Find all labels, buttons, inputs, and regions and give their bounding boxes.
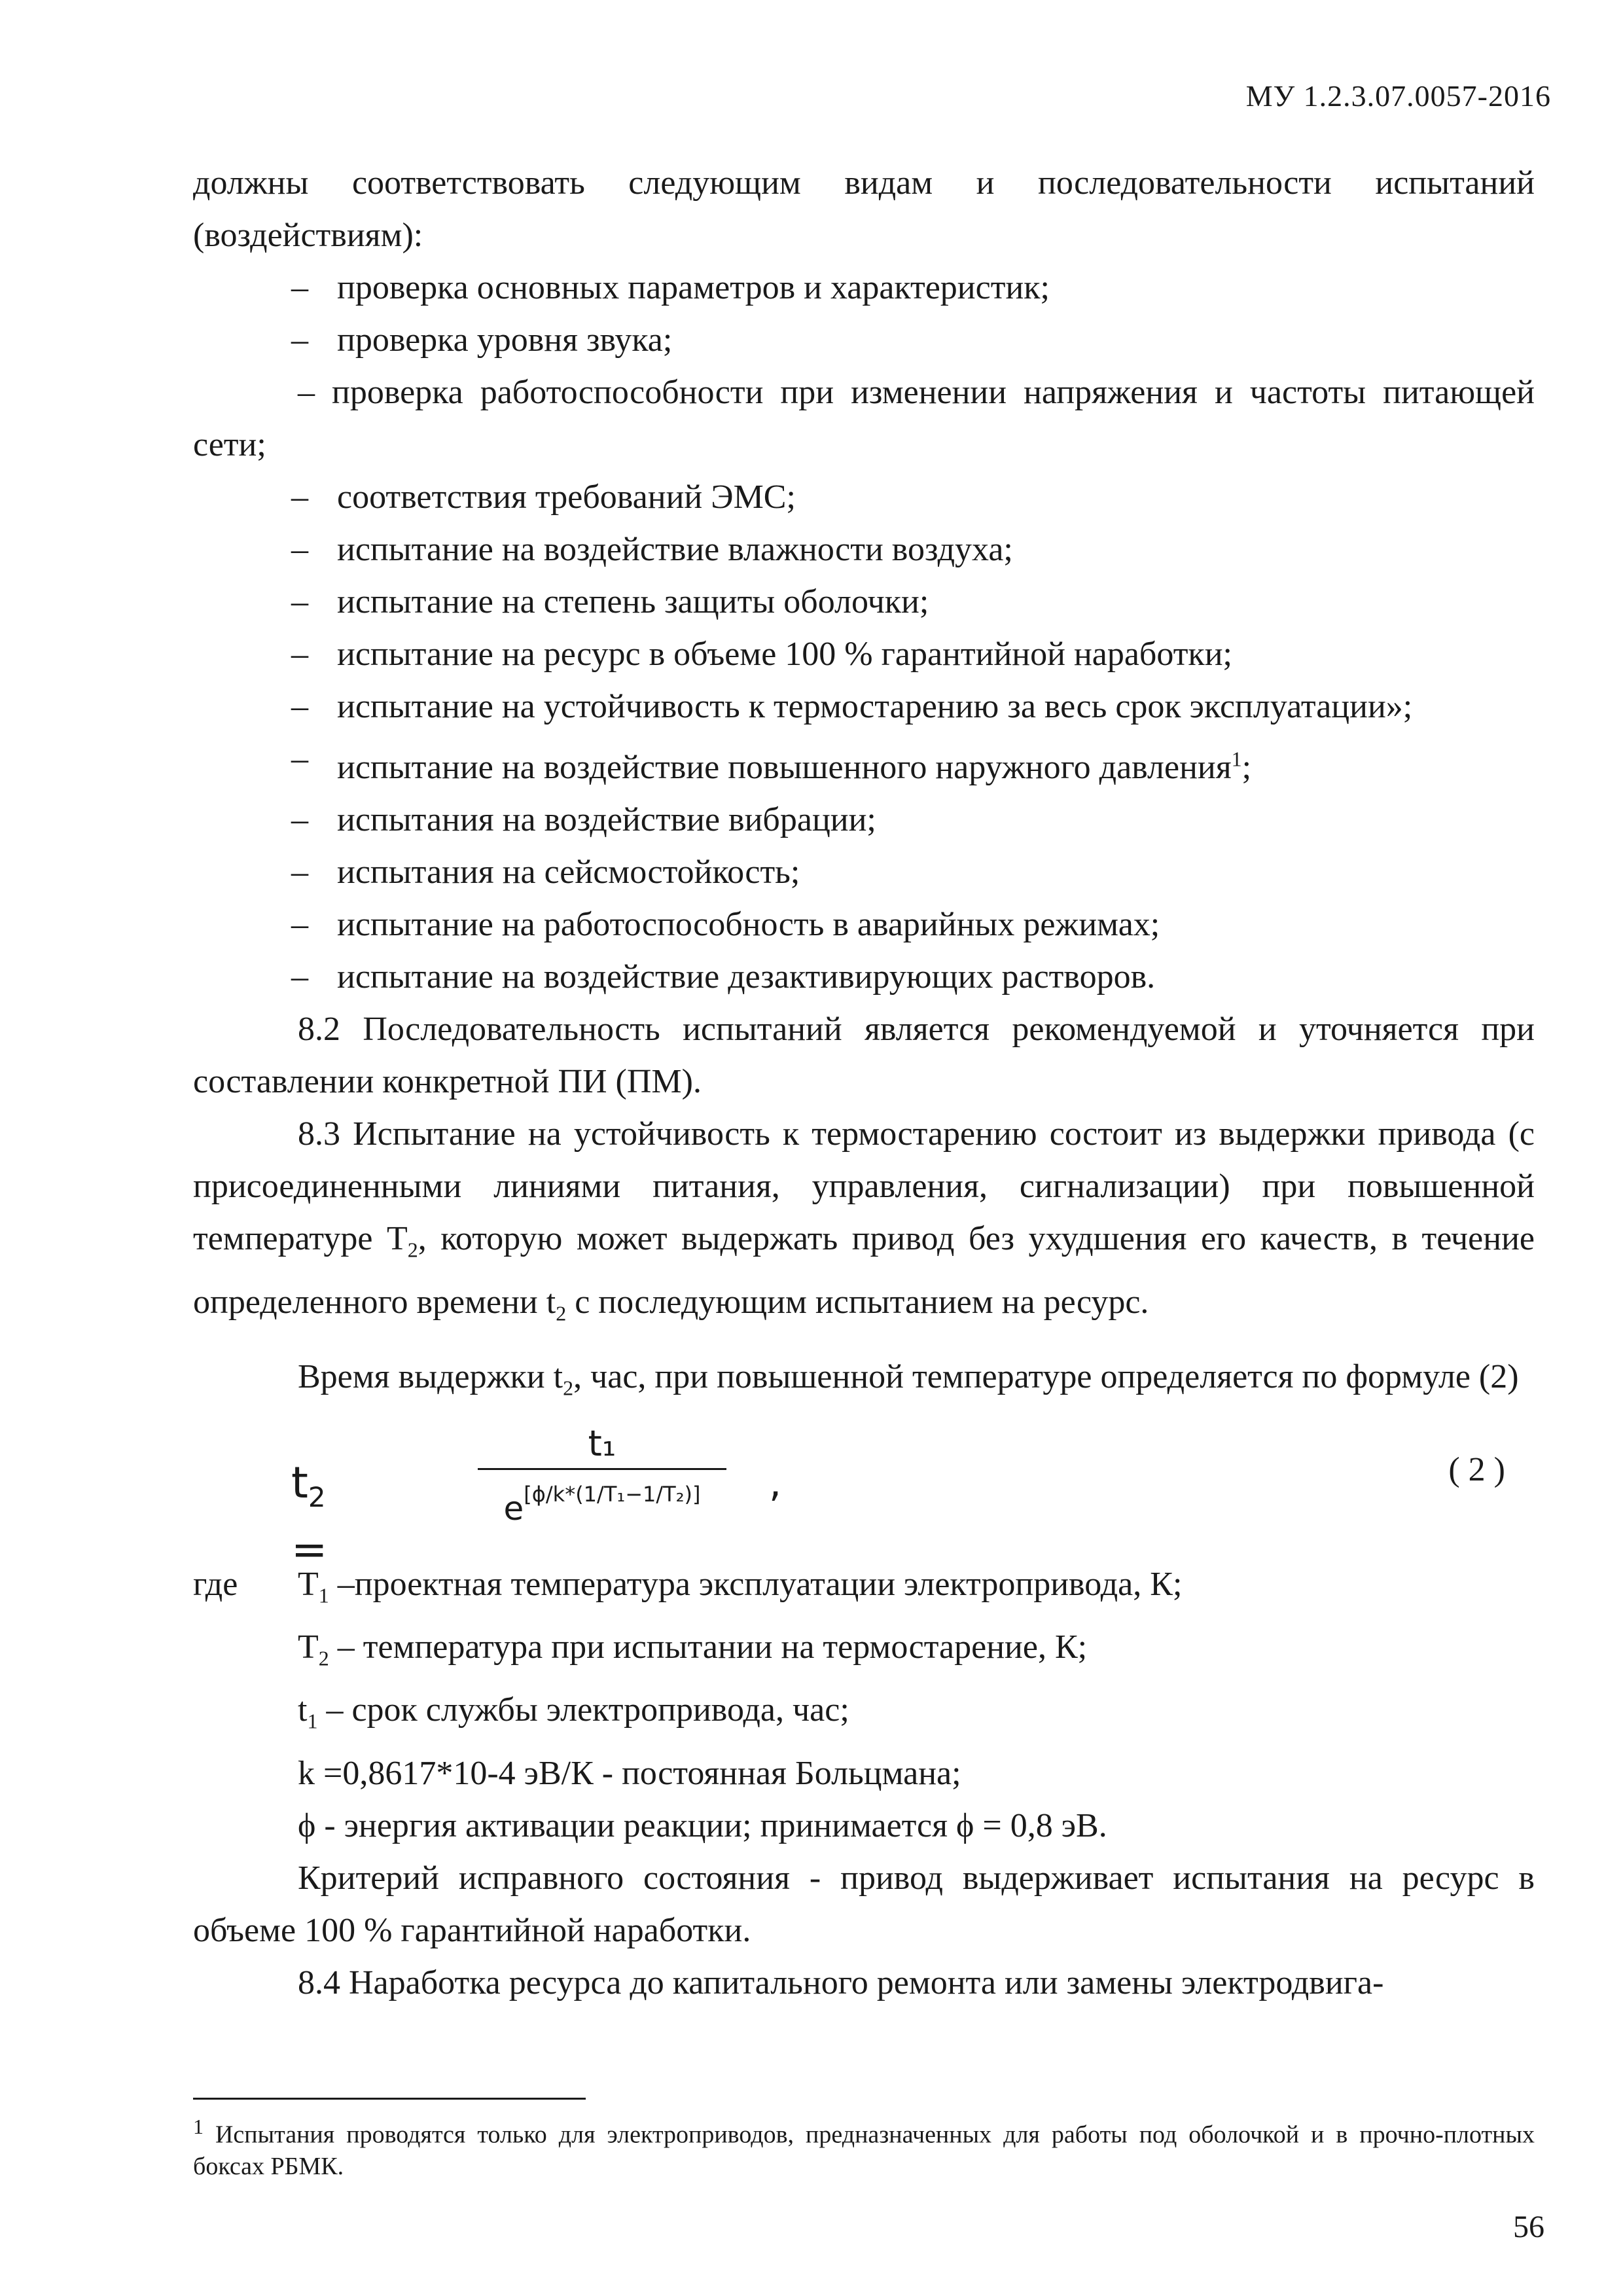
definition-row: ϕ - энергия активации реакции; принимается ϕ = 0,8 эВ. [298,1806,1107,1844]
formula-number: ( 2 ) [1448,1450,1505,1488]
definition-row: k =0,8617*10-4 эВ/К - постоянная Больцмана; [298,1754,961,1792]
formula-denominator: e[ϕ/k*(1/T₁−1/T₂)] [503,1481,701,1528]
page-body [193,157,1535,2009]
fraction-bar [478,1468,726,1470]
list-item: – испытание на работоспособность в аварийных режимах; [291,906,1160,944]
list-item: – проверка основных параметров и характеристик; [291,269,1050,306]
list-item: – испытание на воздействие повышенного наружного давления$^1$; [291,740,1252,787]
formula-numerator: t₁ [588,1422,616,1464]
paragraph-8-3: 8.3 Испытание на устойчивость к термостарению состоит из выдержки привода (с присоединенными линиями питания, управления, сигнализации) при повышенной температуре $Т_2$, которую может выдержать привод без ухудшения его качеств, в течение определенного времени $t_2$ с последующим испытанием на ресурс. [193,1115,1535,1325]
footnote: $^1$ Испытания проводятся только для электроприводов, предназначенных для работы под оболочкой и в прочно-плотных боксах РБМК. [193,2115,1535,2180]
definition-row: $Т_2$ – температура при испытании на термостарение, К; [298,1628,1088,1670]
test-list [193,262,1535,1003]
footnote-marker: 1 [1231,747,1242,771]
formula-comma: , [769,1460,782,1506]
intro-paragraph: должны соответствовать следующим видам и последовательности испытаний (воздействиям): [193,164,1535,254]
list-item: – испытание на степень защиты оболочки; [291,583,929,620]
criterion-paragraph: Критерий исправного состояния - привод выдерживает испытания на ресурс в объеме 100 % гарантийной наработки. [193,1859,1535,1949]
page-number: 56 [1513,2210,1544,2244]
definition-row: где $Т_1$ –проектная температура эксплуатации электропривода, К; [193,1565,1183,1607]
list-item: – испытания на сейсмостойкость; [291,853,800,891]
formula-2 [193,1414,1535,1575]
paragraph-8-4: 8.4 Наработка ресурса до капитального ремонта или замены электродвига- [298,1964,1384,2001]
list-item: – испытание на ресурс в объеме 100 % гарантийной наработки; [291,636,1232,673]
formula-fraction [478,1421,726,1532]
list-item: – соответствия требований ЭМС; [291,478,796,516]
paragraph-8-2: 8.2 Последовательность испытаний является рекомендуемой и уточняется при составлении конкретной ПИ (ПМ). [193,1011,1535,1101]
paragraph-time: Время выдержки $t_2$, час, при повышенной температуре определяется по формуле (2) [298,1358,1519,1400]
formula-lhs: $t_2$ = [291,1457,328,1575]
list-item: – проверка уровня звука; [291,321,673,359]
list-item: – испытания на воздействие вибрации; [291,801,876,839]
list-item: – проверка работоспособности при изменении напряжения и частоты питающей сети; [193,374,1535,463]
definition-row: $t_1$ – срок службы электропривода, час; [298,1691,849,1733]
document-code: МУ 1.2.3.07.0057-2016 [1245,79,1551,113]
list-item: – испытание на устойчивость к термостарению за весь срок эксплуатации»; [291,688,1413,725]
footnote-separator [193,2098,586,2100]
list-item: – испытание на воздействие дезактивирующих растворов. [291,958,1156,996]
definitions [193,1558,1535,1852]
list-item: – испытание на воздействие влажности воздуха; [291,531,1013,568]
